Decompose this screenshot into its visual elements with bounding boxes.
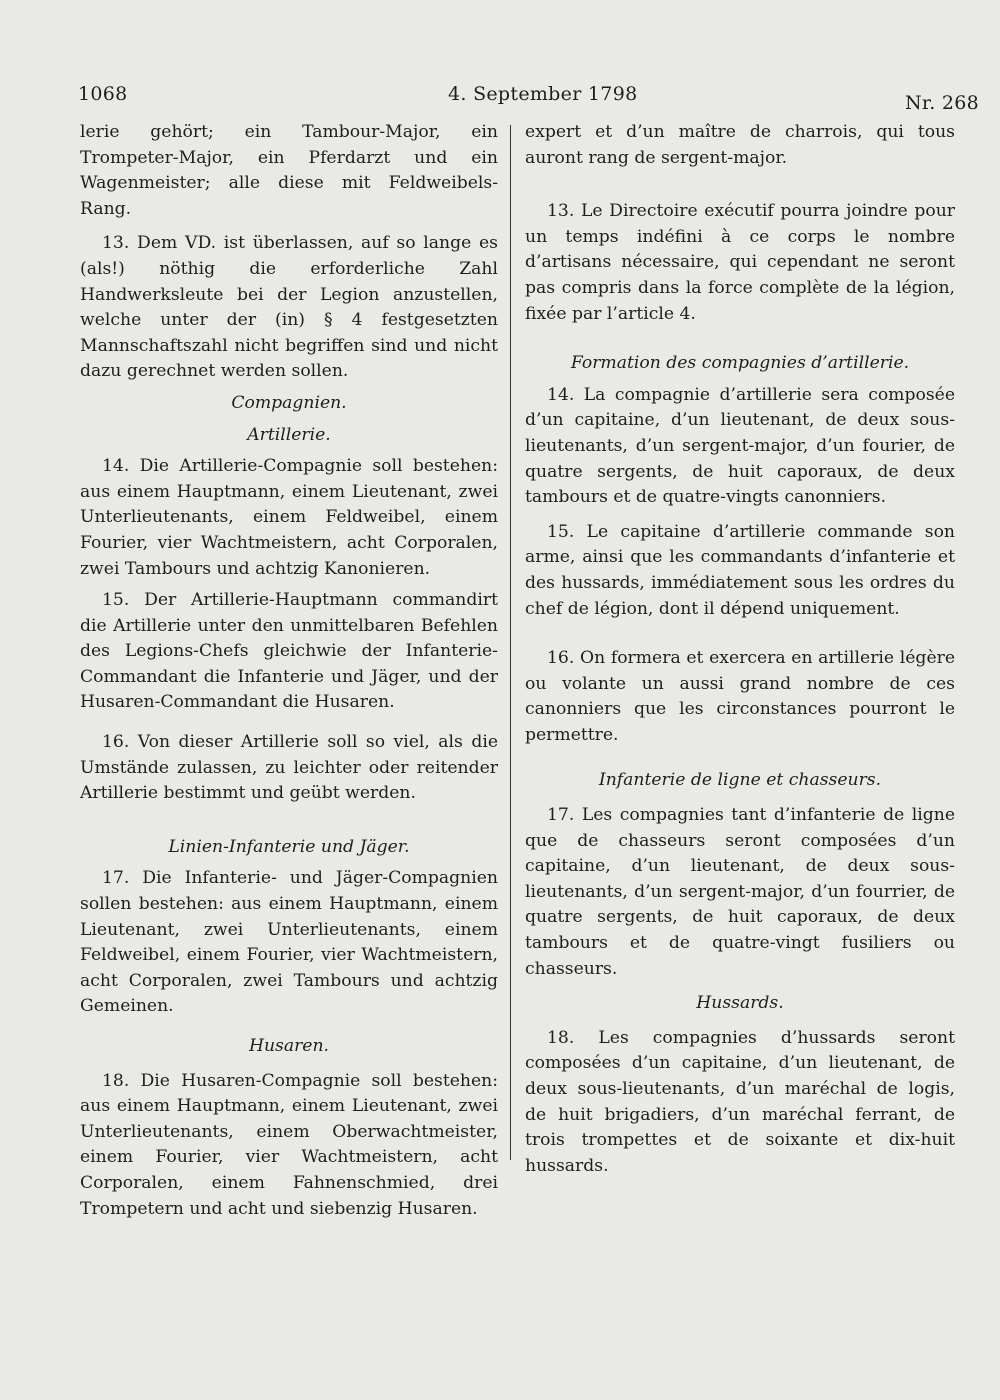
fr-article-13: 13. Le Directoire exécutif pourra joindre pour un temps indéfini à ce corps le nombre d’artisans nécessaire, qui cependant ne seront pas compris dans la force complète de la légion, fixée par l’article 4.	[525, 201, 955, 324]
de-article-16: 16. Von dieser Artillerie soll so viel, als die Umstände zulassen, zu leichter oder reitender Artillerie bestimmt und geübt werden.	[80, 732, 498, 804]
french-column	[525, 120, 955, 1179]
fr-article-17: 17. Les compagnies tant d’infanterie de ligne que de chasseurs seront composées d’un capitaine, d’un lieutenant, de deux sous-lieutenants, d’un sergent-major, d’un fourrier, de quatre sergents, de huit caporaux, de deux tambours et de quatre-vingt fusiliers ou chasseurs.	[525, 805, 955, 979]
de-heading-artillery: Artillerie.	[247, 424, 331, 445]
de-article-15: 15. Der Artillerie-Hauptmann commandirt die Artillerie unter den unmittelbaren Befehlen des Legions-Chefs gleichwie der Infanterie-Commandant die Infanterie und Jäger, und der Husaren-Commandant die Husaren.	[80, 590, 498, 713]
document-date: 4. September 1798	[448, 83, 638, 105]
de-heading-companies: Compagnien.	[231, 392, 347, 413]
german-column	[80, 120, 498, 1222]
fr-article-16: 16. On formera et exercera en artillerie légère ou volante un aussi grand nombre de ces canonniers que les circonstances pourront le permettre.	[525, 648, 955, 745]
page-number: 1068	[78, 83, 128, 105]
column-divider	[510, 125, 511, 1160]
fr-article-14: 14. La compagnie d’artillerie sera composée d’un capitaine, d’un lieutenant, de deux sous-lieutenants, d’un sergent-major, d’un fourier, de quatre sergents, de huit caporaux, de deux tambours et de quatre-vingts canonniers.	[525, 384, 955, 508]
de-article-18: 18. Die Husaren-Compagnie soll bestehen: aus einem Hauptmann, einem Lieutenant, zwei Unterlieutenants, einem Oberwachtmeister, einem Fourier, vier Wachtmeistern, acht Corporalen, einem Fahnenschmied, drei Trompetern und acht und siebenzig Husaren.	[80, 1070, 498, 1219]
de-article-12-continuation: lerie gehört; ein Tambour-Major, ein Trompeter-Major, ein Pferdarzt und ein Wagenmeister; alle diese mit Feldweibels-Rang.	[80, 122, 498, 219]
fr-heading-infantry: Infanterie de ligne et chasseurs.	[598, 770, 882, 791]
document-number: Nr. 268	[905, 92, 980, 114]
fr-heading-artillery: Formation des compagnies d’artillerie.	[570, 353, 910, 374]
de-heading-infantry: Linien-Infanterie und Jäger.	[168, 836, 410, 857]
de-article-17: 17. Die Infanterie- und Jäger-Compagnien sollen bestehen: aus einem Hauptmann, einem Lieutenant, zwei Unterlieutenants, einem Feldweibel, einem Fourier, vier Wachtmeistern, acht Corporalen, zwei Tambours und achtzig Gemeinen.	[80, 868, 498, 1017]
de-article-14: 14. Die Artillerie-Compagnie soll bestehen: aus einem Hauptmann, einem Lieutenant, zwei Unterlieutenants, einem Feldweibel, einem Fourier, vier Wachtmeistern, acht Corporalen, zwei Tambours und achtzig Kanonieren.	[80, 456, 498, 579]
de-heading-hussars: Husaren.	[248, 1036, 330, 1056]
fr-article-15: 15. Le capitaine d’artillerie commande son arme, ainsi que les commandants d’infanterie et des hussards, immédiatement sous les ordres du chef de légion, dont il dépend uniquement.	[525, 521, 955, 619]
fr-heading-hussars: Hussards.	[696, 993, 784, 1014]
fr-article-18: 18. Les compagnies d’hussards seront composées d’un capitaine, d’un lieutenant, de deux sous-lieutenants, d’un maréchal de logis, de huit brigadiers, d’un maréchal ferrant, de trois trompettes et de soixante et dix-huit hussards.	[525, 1027, 955, 1176]
de-article-13: 13. Dem VD. ist überlassen, auf so lange es (als!) nöthig die erforderliche Zahl Handwerksleute bei der Legion anzustellen, welche unter der (in) § 4 festgesetzten Mannschaftszahl nicht begriffen sind und nicht dazu gerechnet werden sollen.	[80, 233, 498, 382]
fr-article-12-continuation: expert et d’un maître de charrois, qui tous auront rang de sergent-major.	[525, 122, 955, 168]
